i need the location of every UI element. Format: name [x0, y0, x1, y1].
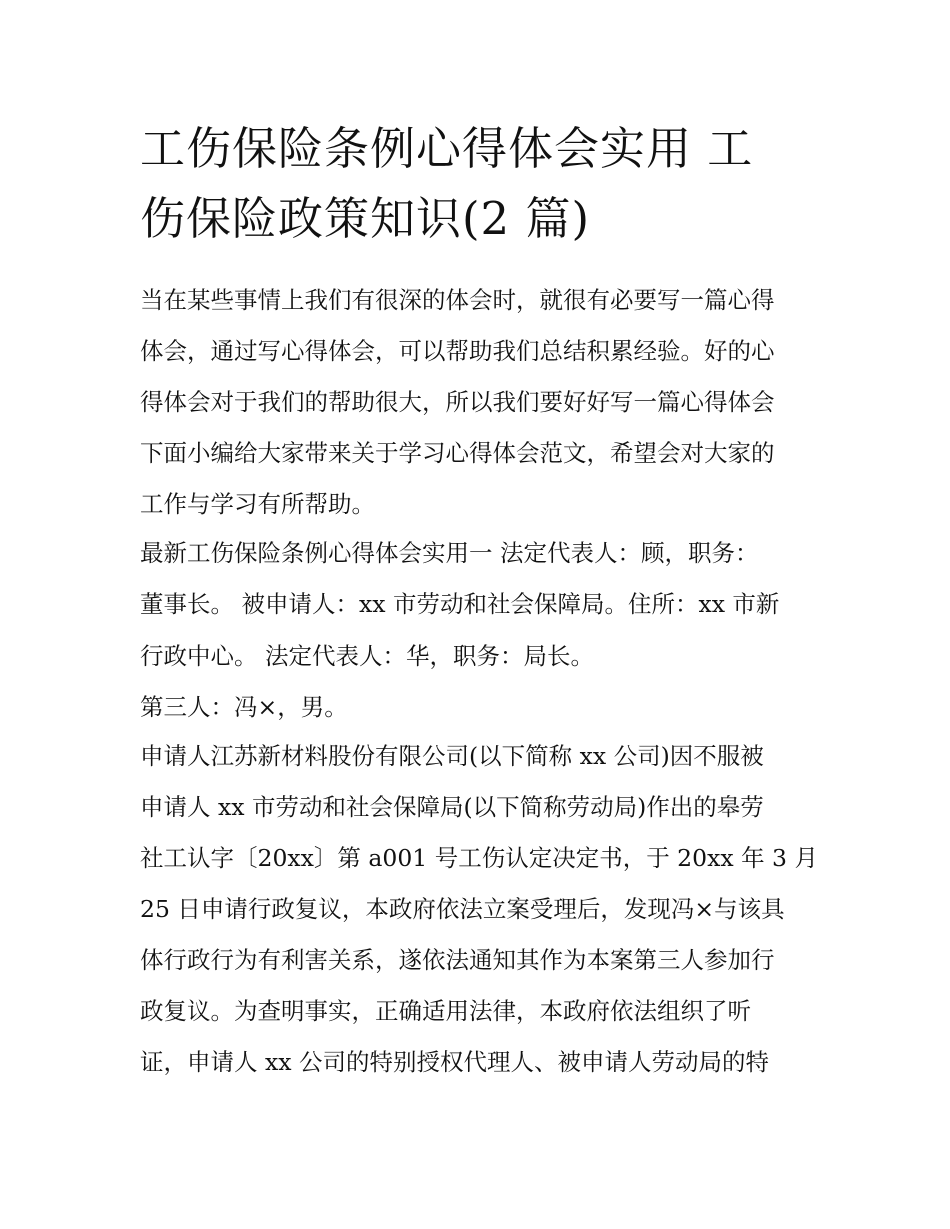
- document-title: [140, 114, 820, 254]
- body-line: 当在某些事情上我们有很深的体会时，就很有必要写一篇心得: [140, 286, 775, 314]
- title-line: 工伤保险条例心得体会实用 工: [140, 122, 754, 175]
- body-line: 最新工伤保险条例心得体会实用一 法定代表人：顾，职务：: [140, 539, 759, 567]
- body-line: 申请人 xx 市劳动和社会保障局(以下简称劳动局)作出的皋劳: [140, 793, 764, 821]
- body-line: 体会，通过写心得体会，可以帮助我们总结积累经验。好的心: [140, 337, 775, 365]
- body-line: 工作与学习有所帮助。: [140, 490, 375, 518]
- body-line: 董事长。 被申请人：xx 市劳动和社会保障局。住所：xx 市新: [140, 590, 780, 618]
- body-line: 政复议。为查明事实，正确适用法律，本政府依法组织了听: [140, 997, 751, 1025]
- body-line: 25 日申请行政复议，本政府依法立案受理后，发现冯×与该具: [140, 895, 785, 923]
- body-line: 申请人江苏新材料股份有限公司(以下简称 xx 公司)因不服被: [140, 742, 764, 770]
- body-line: 证，申请人 xx 公司的特别授权代理人、被申请人劳动局的特: [140, 1048, 769, 1076]
- body-line: 第三人：冯×，男。: [140, 693, 348, 721]
- body-line: 行政中心。 法定代表人：华，职务：局长。: [140, 642, 594, 670]
- body-line: 社工认字〔20xx〕第 a001 号工伤认定决定书，于 20xx 年 3 月: [140, 844, 818, 872]
- body-line: 体行政行为有利害关系，遂依法通知其作为本案第三人参加行: [140, 946, 775, 974]
- body-line: 得体会对于我们的帮助很大，所以我们要好好写一篇心得体会: [140, 388, 775, 416]
- title-line: 伤保险政策知识(2 篇): [140, 192, 591, 245]
- body-line: 下面小编给大家带来关于学习心得体会范文，希望会对大家的: [140, 439, 775, 467]
